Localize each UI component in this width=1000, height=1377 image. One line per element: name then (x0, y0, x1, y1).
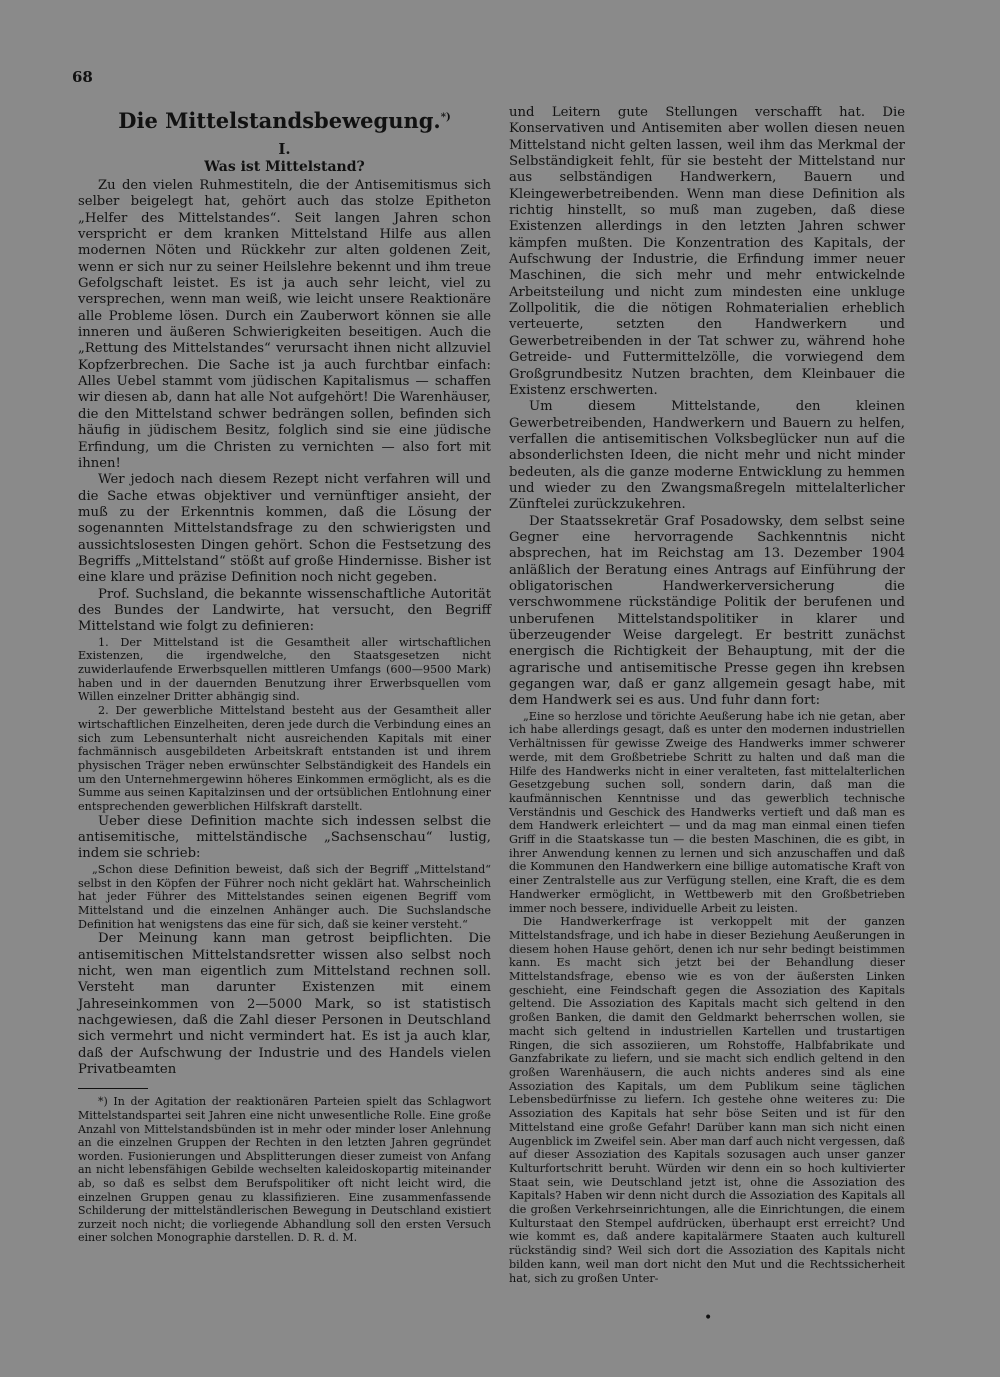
block-quote: „Eine so herzlose und törichte Aeußerung habe ich nie getan, aber ich habe allerdings gesagt, daß es unter den modernen industriellen Verhältnissen für gewisse Zweige des Handwerks immer schwerer werde, mit dem Großbetriebe Schritt zu halten und daß man die Hilfe des Handwerks nicht in einer veralteten, fast mittelalterlichen Gesetzgebung suchen soll, sondern darin, daß man die kaufmännischen Kenntnisse und das gewerblich technische Verständnis und Geschick des Handwerks vertieft und daß man es dem Handwerk erleichtert — und da mag man einmal einen tiefen Griff in die Staatskasse tun — die besten Maschinen, die es gibt, in ihrer Anwendung kennen zu lernen und sich anzuschaffen und daß die Kommunen den Handwerkern eine billige automatische Kraft von einer Zentralstelle aus zur Verfügung stellen, eine Kraft, die es dem Handwerker ermöglicht, in Wettbewerb mit den Großbetrieben immer noch bessere, individuelle Arbeit zu leisten. (509, 709, 905, 915)
section-number: I. (278, 140, 291, 158)
block-quote: „Schon diese Definition beweist, daß sich der Begriff „Mittelstand“ selbst in den Köpfen der Führer noch nicht geklärt hat. Wahrscheinlich hat jeder Führer des Mittelstandes seinen eigenen Begriff vom Mittelstand und die einzelnen Anhänger auch. Die Suchslandsche Definition hat wenigstens das eine für sich, daß sie keiner versteht.“ (78, 862, 491, 931)
footnote-divider (78, 1088, 148, 1089)
definition-item: 1. Der Mittelstand ist die Gesamtheit aller wirtschaftlichen Existenzen, die irgendwelche, den Staatsgesetzen nicht zuwiderlaufende Erwerbsquellen mittleren Umfangs (600—9500 Mark) haben und in der dauernden Benutzung ihrer Erwerbsquellen vom Willen einzelner Dritter abhängig sind. (78, 635, 491, 704)
paragraph: Der Staatssekretär Graf Posadowsky, dem selbst seine Gegner eine hervorragende Sachkenntnis nicht absprechen, hat im Reichstag am 13. Dezember 1904 anläßlich der Beratung eines Antrags auf Einführung der obligatorischen Handwerkerversicherung die verschwommene rückständige Politik der berufenen und unberufenen Mittelstandspolitiker in klarer und überzeugender Weise dargelegt. Er bestritt zunächst energisch die Richtigkeit der Behauptung, mit der die agrarische und antisemitische Presse gegen ihn krebsen gegangen war, daß er ganz allgemein gesagt habe, mit dem Handwerk sei es aus. Und fuhr dann fort: (509, 513, 905, 709)
paragraph: Wer jedoch nach diesem Rezept nicht verfahren will und die Sache etwas objektiver und vernünftiger ansieht, der muß zu der Erkenntnis kommen, daß die Lösung der sogenannten Mittelstandsfrage zu den schwierigsten und aussichtslosesten Dingen gehört. Schon die Festsetzung des Begriffs „Mittelstand“ stößt auf große Hindernisse. Bisher ist eine klare und präzise Definition noch nicht gegeben. (78, 472, 491, 586)
block-quote: Die Handwerkerfrage ist verkoppelt mit der ganzen Mittelstandsfrage, und ich habe in dieser Beziehung Aeußerungen in diesem hohen Hause gehört, denen ich nur sehr bedingt beistimmen kann. Es macht sich jetzt bei der Behandlung dieser Mittelstandsfrage, ebenso wie es von der äußersten Linken geschieht, eine Feindschaft gegen die Assoziation des Kapitals geltend. Die Assoziation des Kapitals macht sich geltend in den großen Banken, die damit den Geldmarkt beherrschen wollen, sie macht sich geltend in industriellen Kartellen und trustartigen Ringen, die sich assoziieren, um Rohstoffe, Halbfabrikate und Ganzfabrikate zu liefern, und sie macht sich endlich geltend in den großen Warenhäusern, die auch nichts anderes sind als eine Assoziation des Kapitals, um dem Publikum seine täglichen Lebensbedürfnisse zu liefern. Ich gestehe ohne weiteres zu: Die Assoziation des Kapitals hat sehr böse Seiten und ist für den Mittelstand eine große Gefahr! Darüber kann man sich nicht einen Augenblick im Zweifel sein. Aber man darf auch nicht vergessen, daß auf dieser Assoziation des Kapitals sozusagen auch unser ganzer Kulturfortschritt beruht. Würden wir denn ein so hoch kultivierter Staat sein, wie Deutschland jetzt ist, ohne die Assoziation des Kapitals? Haben wir denn nicht durch die Assoziation des Kapitals all die großen Verkehrseinrichtungen, alle die Einrichtungen, die einem Kulturstaat den Stempel aufdrücken, überhaupt erst erreicht? Und wie kommt es, daß andere kapitalärmere Staaten auch kulturell rückständig sind? Weil sich dort die Assoziation des Kapitals nicht bilden kann, weil man dort nicht den Mut und die Rechtssicherheit hat, sich zu großen Unter- (509, 915, 905, 1285)
left-column (78, 105, 491, 1245)
article-title-text: Die Mittelstandsbewegung. (118, 108, 441, 133)
title-footnote-marker: *) (440, 112, 451, 123)
footnote: *) In der Agitation der reaktionären Parteien spielt das Schlagwort Mittelstandspartei seit Jahren eine nicht unwesentliche Rolle. Eine große Anzahl von Mittelstandsbünden ist in mehr oder minder loser Anlehnung an die einzelnen Gruppen der Rechten in den letzten Jahren gegründet worden. Fusionierungen und Absplitterungen dieser zumeist von Anfang an nicht lebensfähigen Gebilde wechselten kaleidoskopartig miteinander ab, so daß es selbst dem Berufspolitiker oft nicht leicht wird, die einzelnen Gruppen genau zu klassifizieren. Eine zusammenfassende Schilderung der mittelständlerischen Bewegung in Deutschland existiert zurzeit noch nicht; die vorliegende Abhandlung soll den ersten Versuch einer solchen Monographie darstellen. D. R. d. M. (78, 1095, 491, 1245)
definition-item: 2. Der gewerbliche Mittelstand besteht aus der Gesamtheit aller wirtschaftlichen Einzelheiten, deren jede durch die Verbindung eines an sich zum Lebensunterhalt nicht ausreichenden Kapitals mit einer fachmännisch ausgebildeten Arbeitskraft entstanden ist und ihrem physischen Träger neben erwünschter Selbständigkeit des Handels ein um den Unternehmergewinn höheres Einkommen ermöglicht, als es die Summe aus seinen Kapitalzinsen und der ortsüblichen Entlohnung einer entsprechenden gewerblichen Hilfskraft darstellt. (78, 704, 491, 814)
paragraph: und Leitern gute Stellungen verschafft hat. Die Konservativen und Antisemiten aber wollen diesen neuen Mittelstand nicht gelten lassen, weil ihm das Merkmal der Selbständigkeit fehlt, für sie besteht der Mittelstand nur aus selbständigen Handwerkern, Bauern und Kleingewerbetreibenden. Wenn man diese Definition als richtig hinstellt, so muß man zugeben, daß diese Existenzen allerdings in den letzten Jahren schwer kämpfen mußten. Die Konzentration des Kapitals, der Aufschwung der Industrie, die Erfindung immer neuer Maschinen, die sich mehr und mehr entwickelnde Arbeitsteilung und nicht zum mindesten eine unkluge Zollpolitik, die die nötigen Rohmaterialien erheblich verteuerte, setzten den Handwerkern und Gewerbetreibenden in der Tat schwer zu, während hohe Getreide- und Futtermittelzölle, die vorwiegend dem Großgrundbesitz Nutzen brachten, dem Kleinbauer die Existenz erschwerten. (509, 105, 905, 398)
paragraph: Der Meinung kann man getrost beipflichten. Die antisemitischen Mittelstandsretter wissen also selbst noch nicht, wen man eigentlich zum Mittelstand rechnen soll. Versteht man darunter Existenzen mit einem Jahreseinkommen von 2—5000 Mark, so ist statistisch nachgewiesen, daß die Zahl dieser Personen in Deutschland sich vermehrt und nicht vermindert hat. Es ist ja auch klar, daß der Aufschwung der Industrie und des Handels vielen Privatbeamten (78, 931, 491, 1078)
article-title (78, 105, 491, 134)
paragraph: Ueber diese Definition machte sich indessen selbst die antisemitische, mittelständische „Sachsenschau“ lustig, indem sie schrieb: (78, 813, 491, 862)
bottom-mark: • (704, 1310, 713, 1326)
page-number: 68 (72, 68, 93, 86)
paragraph: Zu den vielen Ruhmestiteln, die der Antisemitismus sich selber beigelegt hat, gehört auch das stolze Epitheton „Helfer des Mittelstandes“. Seit langen Jahren schon verspricht er dem kranken Mittelstand Hilfe aus allen modernen Nöten und Rückkehr zur alten goldenen Zeit, wenn er sich nur zu seiner Heilslehre bekennt und ihm treue Gefolgschaft leistet. Es ist ja auch sehr leicht, viel zu versprechen, wenn man weiß, wie leicht unsere Reaktionäre alle Probleme lösen. Durch ein Zauberwort können sie alle inneren und äußeren Schwierigkeiten beseitigen. Auch die „Rettung des Mittelstandes“ verursacht ihnen nicht allzuviel Kopfzerbrechen. Die Sache ist ja auch furchtbar einfach: Alles Uebel stammt vom jüdischen Kapitalismus — schaffen wir diesen ab, dann hat alle Not aufgehört! Die Warenhäuser, die den Mittelstand schwer bedrängen sollen, befinden sich häufig in jüdischem Besitz, folglich sind sie eine jüdische Erfindung, um die Christen zu vernichten — also fort mit ihnen! (78, 178, 491, 471)
right-column (509, 105, 905, 1285)
paragraph: Um diesem Mittelstande, den kleinen Gewerbetreibenden, Handwerkern und Bauern zu helfen, verfallen die antisemitischen Volksbeglücker nun auf die absonderlichsten Ideen, die nicht mehr und nicht minder bedeuten, als die ganze moderne Entwicklung zu hemmen und wieder zu den Zwangsmaßregeln mittelalterlicher Zünftelei zurückzukehren. (509, 399, 905, 513)
paragraph: Prof. Suchsland, die bekannte wissenschaftliche Autorität des Bundes der Landwirte, hat versucht, den Begriff Mittelstand wie folgt zu definieren: (78, 586, 491, 635)
section-heading: Was ist Mittelstand? (204, 159, 365, 175)
